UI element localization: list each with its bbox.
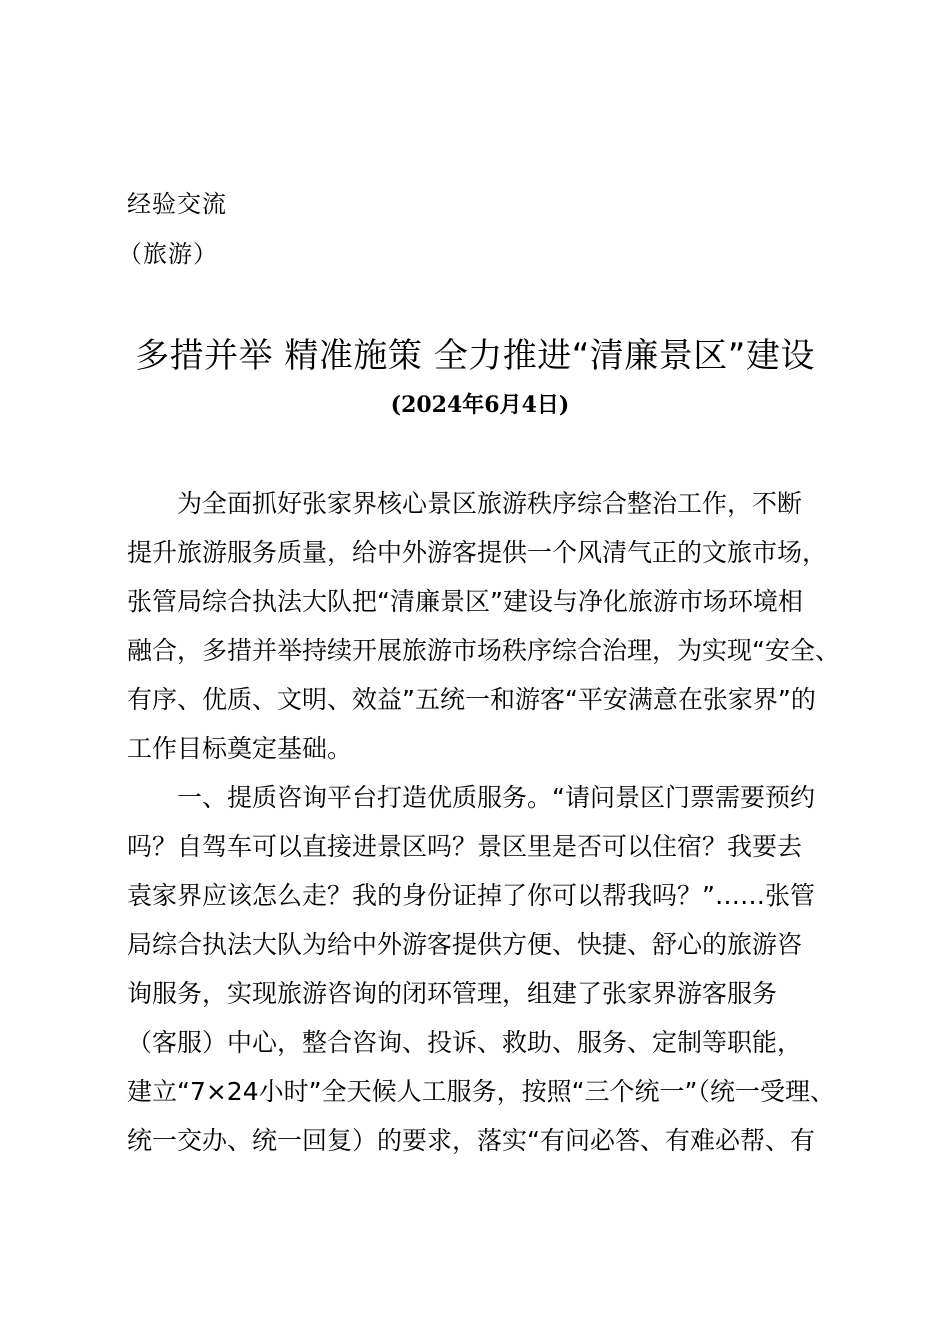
paragraph-line: 为全面抓好张家界核心景区旅游秩序综合整治工作，不断 [177,489,803,518]
paragraph-line: 局综合执法大队为给中外游客提供方便、快捷、舒心的旅游咨 [127,930,803,959]
paragraph-line: 提升旅游服务质量，给中外游客提供一个风清气正的文旅市场， [127,538,828,567]
paragraph-line: （客服）中心，整合咨询、投诉、救助、服务、定制等职能， [127,1028,803,1057]
paragraph-line: 袁家界应该怎么走？我的身份证掉了你可以帮我吗？”……张管 [127,881,815,910]
document-category: 经验交流 [127,190,227,218]
paragraph-line: 工作目标奠定基础。 [127,734,353,763]
paragraph-line: 吗？自驾车可以直接进景区吗？景区里是否可以住宿？我要去 [127,832,803,861]
article-title: 多措并举 精准施策 全力推进“清廉景区”建设 [135,336,815,376]
paragraph-section-one [127,773,853,1165]
paragraph-line: 一、提质咨询平台打造优质服务。“请问景区门票需要预约 [177,783,815,812]
paragraph-line: 融合，多措并举持续开展旅游市场秩序综合治理，为实现“安全、 [127,636,840,665]
document-subcategory: （旅游） [118,240,218,268]
paragraph-line: 询服务，实现旅游咨询的闭环管理，组建了张家界游客服务 [127,979,778,1008]
article-date: (2024年6月4日) [390,392,570,418]
paragraph-intro [127,479,853,773]
paragraph-line: 建立“7×24小时”全天候人工服务，按照“三个统一”（统一受理、 [127,1077,835,1106]
article-body [127,479,853,1165]
paragraph-line: 统一交办、统一回复）的要求，落实“有问必答、有难必帮、有 [127,1126,815,1155]
paragraph-line: 张管局综合执法大队把“清廉景区”建设与净化旅游市场环境相 [127,587,803,616]
paragraph-line: 有序、优质、文明、效益”五统一和游客“平安满意在张家界”的 [127,685,816,714]
